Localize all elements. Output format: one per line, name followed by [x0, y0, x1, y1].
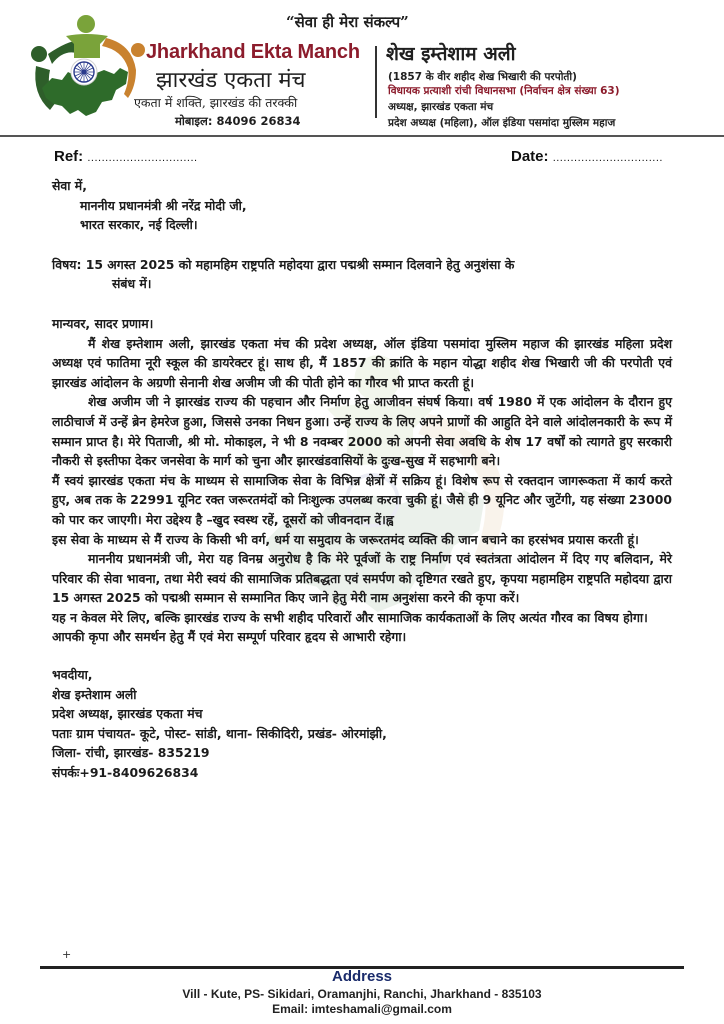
signature-name: शेख इम्तेशाम अली: [52, 686, 137, 702]
logo-person-left-head: [31, 46, 47, 62]
signature-title: प्रदेश अध्यक्ष, झारखंड एकता मंच: [52, 706, 203, 722]
date-field: [511, 148, 663, 165]
ref-field: [54, 148, 198, 165]
signature-address-line-1: पताः ग्राम पंचायत- कूटे, पोस्ट- सांडी, थाना- सिकीदिरी, प्रखंड- ओरमांझी,: [52, 725, 387, 741]
paragraph-grandfather: शेख अजीम जी ने झारखंड राज्य की पहचान और निर्माण हेतु आजीवन संघर्ष किया। वर्ष 1980 में एक आंदोलन के दौरान हुए लाठीचार्ज में उन्हें ब्रेन हेमरेज हुआ, जिससे उनका निधन हुआ। उन्हें राज्य के लिए अपने प्राणों की आहुति देने वाले आंदोलनकारी के रूप में सम्मान प्राप्त है। मेरे पिताजी, श्री मो. मोकाइल, ने भी 8 नवम्बर 2000 को अपनी सेवा अवधि के शेष 17 वर्षों को त्यागते हुए सरकारी नौकरी से इस्तीफा देकर जनसेवा के मार्ग को चुना और झारखंडवासियों के दुःख-सुख में सहभागी बने।: [52, 394, 672, 469]
footer-title: Address: [331, 968, 393, 985]
subject-line-1: विषय: 15 अगस्त 2025 को महामहिम राष्ट्रपति महोदया द्वारा पद्मश्री सम्मान दिलवाने हेतु अनुशंसा के: [52, 256, 515, 272]
organization-logo-icon: [28, 14, 146, 122]
stray-mark: +: [62, 948, 72, 961]
salutation-to: सेवा में,: [52, 178, 87, 193]
paragraph-blood-donation: मैं स्वयं झारखंड एकता मंच के माध्यम से सामाजिक सेवा के विभिन्न क्षेत्रों में सक्रिय हूं। विशेष रूप से रक्तदान जागरूकता में कार्य करते हुए, अब तक के 22991 यूनिट रक्त जरूरतमंदों को निःशुल्क उपलब्ध करवा चुकी हूं। जैसे ही 9 यूनिट और जुटेंगी, यह संख्या 23000 को पार कर जाएगी। मेरा उद्देश्य है –खुद स्वस्थ रहें, दूसरों को जीवनदान दें।ह्व: [52, 472, 672, 527]
header-divider: [375, 46, 377, 118]
letterhead: [0, 0, 724, 136]
ref-label: Ref:: [54, 148, 84, 165]
footer-email: Email: imteshamali@gmail.com: [272, 1002, 452, 1016]
paragraph-service: इस सेवा के माध्यम से मैं राज्य के किसी भी वर्ग, धर्म या समुदाय के जरूरतमंद व्यक्ति की जान बचाने का हरसंभव प्रयास करती हूं।: [52, 531, 639, 547]
recipient-line-1: माननीय प्रधानमंत्री श्री नरेंद्र मोदी जी,: [80, 197, 247, 213]
footer-address: Vill - Kute, PS- Sikidari, Oramanjhi, Ranchi, Jharkhand - 835103: [182, 987, 542, 1001]
logo-person-right-head: [131, 43, 145, 57]
org-name-english: Jharkhand Ekta Manch: [146, 41, 360, 63]
paragraph-thanks: आपकी कृपा और समर्थन हेतु मैं एवं मेरा सम्पूर्ण परिवार हृदय से आभारी रहेगा।: [52, 629, 407, 645]
person-lineage: (1857 के वीर शहीद शेख भिखारी की परपोती): [388, 71, 577, 83]
person-name: शेख इम्तेशाम अली: [386, 43, 516, 65]
signature-address-line-2: जिला- रांची, झारखंड- 835219: [52, 745, 210, 761]
greeting: मान्यवर, सादर प्रणाम।: [52, 315, 154, 331]
date-label: Date:: [511, 148, 549, 165]
signature-contact: संपर्कः+91-8409626834: [52, 765, 199, 781]
closing: भवदीया,: [52, 667, 93, 683]
paragraph-request: माननीय प्रधानमंत्री जी, मेरा यह विनम्र अनुरोध है कि मेरे पूर्वजों के राष्ट्र निर्माण एवं स्वतंत्रता आंदोलन में दिए गए बलिदान, मेरे परिवार की सेवा भावना, तथा मेरी स्वयं की सामाजिक प्रतिबद्धता एवं समर्पण को दृष्टिगत रखते हुए, कृपया महामहिम राष्ट्रपति महोदया द्वारा 15 अगस्त 2025 को पद्मश्री सम्मान से सम्मानित किए जाने हेतु मेरी नाम अनुशंसा करने की कृपा करें।: [52, 551, 672, 606]
ref-blank: ...............................: [87, 152, 198, 164]
letter-body: [52, 176, 672, 783]
org-tagline: एकता में शक्ति, झारखंड की तरक्की: [134, 95, 298, 110]
header-rule: [0, 135, 724, 137]
person-candidacy: विधायक प्रत्याशी रांची विधानसभा (निर्वाचन क्षेत्र संख्या 63): [388, 85, 620, 97]
logo-person-center-head: [77, 15, 95, 33]
motto: “सेवा ही मेरा संकल्प”: [286, 13, 409, 31]
paragraph-intro: मैं शेख इम्तेशाम अली, झारखंड एकता मंच की प्रदेश अध्यक्ष, ऑल इंडिया पसमांदा मुस्लिम महाज की झारखंड महिला प्रदेश अध्यक्ष एवं फातिमा नूरी स्कूल की डायरेक्टर हूं। साथ ही, मैं 1857 की क्रांति के महान योद्धा शहीद शेख भिखारी जी की परपोती एवं झारखंड आंदोलन के अग्रणी सेनानी शेख अजीम जी की पोती होने का गौरव भी प्राप्त करती हूं।: [52, 335, 672, 390]
date-blank: ...............................: [552, 152, 663, 164]
org-mobile: मोबाइल: 84096 26834: [175, 114, 301, 128]
recipient-line-2: भारत सरकार, नई दिल्ली।: [80, 217, 198, 233]
person-role-2: प्रदेश अध्यक्ष (महिला), ऑल इंडिया पसमांदा मुस्लिम महाज: [388, 117, 616, 129]
person-role-1: अध्यक्ष, झारखंड एकता मंच: [388, 101, 494, 113]
subject-line-2: संबंध में।: [112, 276, 152, 292]
paragraph-pride: यह न केवल मेरे लिए, बल्कि झारखंड राज्य के सभी शहीद परिवारों और सामाजिक कार्यकताओं के लिए अत्यंत गौरव का विषय होगा।: [52, 609, 648, 625]
org-name-hindi: झारखंड एकता मंच: [156, 68, 306, 93]
